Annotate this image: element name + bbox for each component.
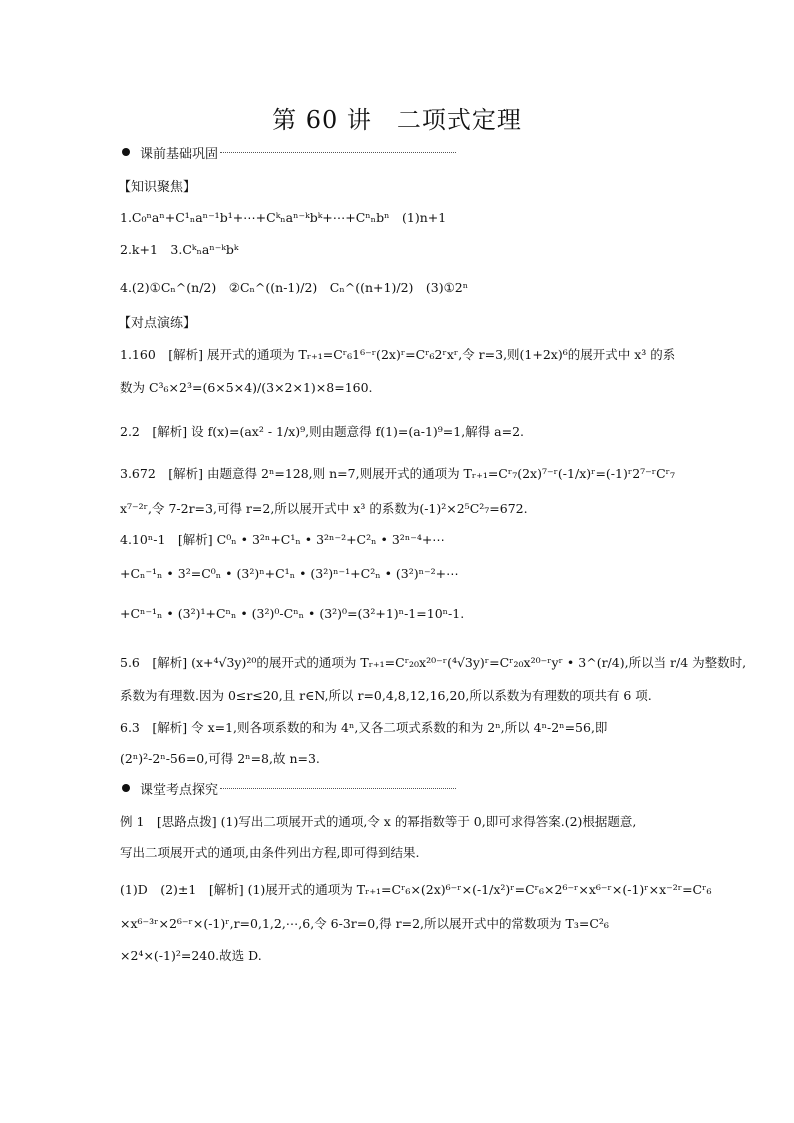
practice-1-line-2: 数为 C³₆×2³=(6×5×4)/(3×2×1)×8=160. — [120, 380, 373, 395]
dotted-rule — [220, 788, 456, 789]
practice-6-line-2: (2ⁿ)²-2ⁿ-56=0,可得 2ⁿ=8,故 n=3. — [120, 751, 320, 766]
practice-5-line-1: 5.6 [解析] (x+⁴√3y)²⁰的展开式的通项为 Tᵣ₊₁=Cʳ₂₀x²⁰⁻ʳ(⁴√3y)ʳ=Cʳ₂₀x²⁰⁻ʳyʳ • 3^(r/4),所以当 r/4 为整数时, — [120, 655, 747, 670]
knowledge-heading: 【知识聚焦】 — [118, 180, 197, 195]
practice-4-line-3: +Cⁿ⁻¹ₙ • (3²)¹+Cⁿₙ • (3²)⁰-Cⁿₙ • (3²)⁰=(3²+1)ⁿ-1=10ⁿ-1. — [120, 606, 465, 621]
practice-6-line-1: 6.3 [解析] 令 x=1,则各项系数的和为 4ⁿ,又各二项式系数的和为 2ⁿ,所以 4ⁿ-2ⁿ=56,即 — [120, 720, 608, 735]
page-title: 第 60 讲 二项式定理 — [272, 106, 522, 134]
practice-2: 2.2 [解析] 设 f(x)=(ax² - 1/x)⁹,则由题意得 f(1)=(a-1)⁹=1,解得 a=2. — [120, 424, 525, 439]
knowledge-item-1: 1.C₀ⁿaⁿ+C¹ₙaⁿ⁻¹b¹+⋯+Cᵏₙaⁿ⁻ᵏbᵏ+⋯+Cⁿₙbⁿ (1)n+1 — [120, 210, 447, 225]
example-1-line-5: ×2⁴×(-1)²=240.故选 D. — [120, 948, 262, 963]
example-1-line-3: (1)D (2)±1 [解析] (1)展开式的通项为 Tᵣ₊₁=Cʳ₆×(2x)⁶⁻ʳ×(-1/x²)ʳ=Cʳ₆×2⁶⁻ʳ×x⁶⁻ʳ×(-1)ʳ×x⁻²ʳ=Cʳ₆ — [120, 882, 712, 897]
section-title: 课堂考点探究 — [140, 782, 219, 798]
practice-heading: 【对点演练】 — [118, 316, 197, 331]
bullet-icon — [122, 784, 130, 792]
example-1-line-4: ×x⁶⁻³ʳ×2⁶⁻ʳ×(-1)ʳ,r=0,1,2,⋯,6,令 6-3r=0,得 r=2,所以展开式中的常数项为 T₃=C²₆ — [120, 916, 609, 931]
example-1-line-2: 写出二项展开式的通项,由条件列出方程,即可得到结果. — [120, 845, 420, 860]
practice-3-line-1: 3.672 [解析] 由题意得 2ⁿ=128,则 n=7,则展开式的通项为 Tᵣ₊₁=Cʳ₇(2x)⁷⁻ʳ(-1/x)ʳ=(-1)ʳ2⁷⁻ʳCʳ₇ — [120, 466, 676, 481]
practice-5-line-2: 系数为有理数.因为 0≤r≤20,且 r∈N,所以 r=0,4,8,12,16,20,所以系数为有理数的项共有 6 项. — [120, 688, 652, 703]
example-1-line-1: 例 1 [思路点拨] (1)写出二项展开式的通项,令 x 的幂指数等于 0,即可求得答案.(2)根据题意, — [120, 814, 637, 829]
bullet-icon — [122, 148, 130, 156]
section-title: 课前基础巩固 — [140, 146, 219, 162]
dotted-rule — [220, 152, 456, 153]
section-header-1 — [122, 143, 456, 161]
practice-3-line-2: x⁷⁻²ʳ,令 7-2r=3,可得 r=2,所以展开式中 x³ 的系数为(-1)²×2⁵C²₇=672. — [120, 501, 528, 516]
practice-1-line-1: 1.160 [解析] 展开式的通项为 Tᵣ₊₁=Cʳ₆1⁶⁻ʳ(2x)ʳ=Cʳ₆2ʳxʳ,令 r=3,则(1+2x)⁶的展开式中 x³ 的系 — [120, 347, 676, 362]
knowledge-item-2: 2.k+1 3.Cᵏₙaⁿ⁻ᵏbᵏ — [120, 242, 239, 257]
knowledge-item-4: 4.(2)①Cₙ^(n/2) ②Cₙ^((n-1)/2) Cₙ^((n+1)/2) (3)①2ⁿ — [120, 280, 469, 295]
section-header-2 — [122, 779, 456, 797]
practice-4-line-1: 4.10ⁿ-1 [解析] C⁰ₙ • 3²ⁿ+C¹ₙ • 3²ⁿ⁻²+C²ₙ • 3²ⁿ⁻⁴+⋯ — [120, 532, 445, 547]
practice-4-line-2: +Cₙ⁻¹ₙ • 3²=C⁰ₙ • (3²)ⁿ+C¹ₙ • (3²)ⁿ⁻¹+C²ₙ • (3²)ⁿ⁻²+⋯ — [120, 566, 459, 581]
